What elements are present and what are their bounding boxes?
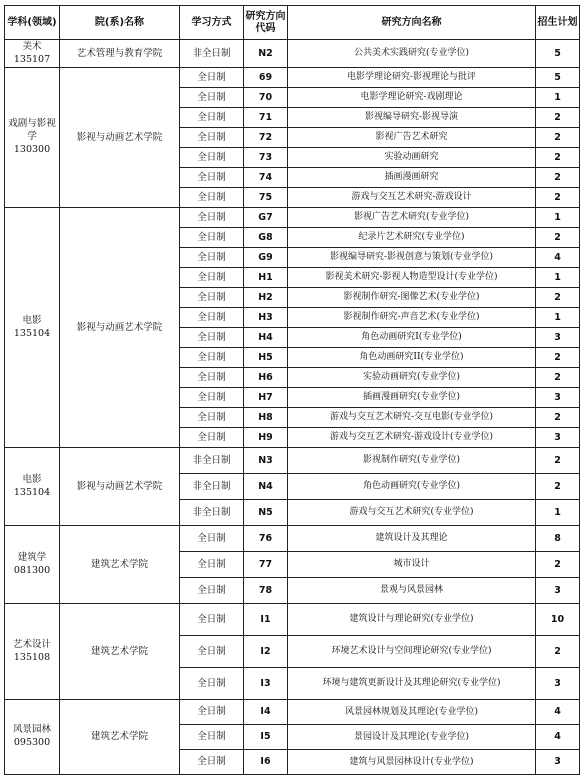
header-subject: 学科(领域): [5, 6, 60, 40]
direction-cell: 角色动画研究I(专业学位): [288, 328, 536, 348]
college-cell: 影视与动画艺术学院: [60, 208, 180, 448]
plan-cell: 5: [536, 40, 580, 68]
mode-cell: 全日制: [180, 328, 244, 348]
direction-cell: 影视广告艺术研究: [288, 128, 536, 148]
code-cell: H8: [244, 408, 288, 428]
subject-code: 095300: [13, 737, 51, 748]
subject-cell: [5, 604, 60, 700]
subject-name: 戏剧与影视学: [8, 118, 56, 143]
mode-cell: 全日制: [180, 408, 244, 428]
mode-cell: 全日制: [180, 725, 244, 750]
direction-cell: 影视广告艺术研究(专业学位): [288, 208, 536, 228]
plan-cell: 1: [536, 308, 580, 328]
direction-cell: 影视制作研究-图像艺术(专业学位): [288, 288, 536, 308]
code-cell: 73: [244, 148, 288, 168]
direction-cell: 插画漫画研究: [288, 168, 536, 188]
plan-cell: 1: [536, 208, 580, 228]
plan-cell: 2: [536, 128, 580, 148]
plan-cell: 3: [536, 750, 580, 775]
mode-cell: 全日制: [180, 128, 244, 148]
plan-cell: 4: [536, 725, 580, 750]
subject-code: 135104: [13, 486, 51, 498]
header-mode: 学习方式: [180, 6, 244, 40]
header-direction: 研究方向名称: [288, 6, 536, 40]
table-row: [5, 604, 580, 636]
admissions-table-container: [4, 5, 580, 775]
mode-cell: 全日制: [180, 578, 244, 604]
plan-cell: 3: [536, 328, 580, 348]
subject-code: 135107: [13, 53, 51, 65]
subject-cell: [5, 448, 60, 526]
mode-cell: 全日制: [180, 308, 244, 328]
plan-cell: 2: [536, 288, 580, 308]
subject-code: 135108: [13, 651, 51, 663]
direction-cell: 电影学理论研究-影视理论与批评: [288, 68, 536, 88]
mode-cell: 全日制: [180, 108, 244, 128]
mode-cell: 全日制: [180, 68, 244, 88]
subject-code: 135104: [13, 327, 51, 339]
code-cell: I2: [244, 636, 288, 668]
code-cell: N2: [244, 40, 288, 68]
mode-cell: 全日制: [180, 268, 244, 288]
subject-cell: [5, 526, 60, 604]
plan-cell: 1: [536, 268, 580, 288]
mode-cell: 非全日制: [180, 500, 244, 526]
subject-cell: [5, 68, 60, 208]
mode-cell: 全日制: [180, 348, 244, 368]
table-body: [5, 40, 580, 775]
plan-cell: 2: [536, 368, 580, 388]
mode-cell: 全日制: [180, 668, 244, 700]
table-row: [5, 68, 580, 88]
subject-name: 电影: [22, 314, 42, 326]
code-cell: H5: [244, 348, 288, 368]
code-cell: H3: [244, 308, 288, 328]
code-cell: 77: [244, 552, 288, 578]
direction-cell: 角色动画研究(专业学位): [288, 474, 536, 500]
subject-name: 艺术设计: [12, 638, 51, 650]
plan-cell: 2: [536, 228, 580, 248]
direction-cell: 游戏与交互艺术研究(专业学位): [288, 500, 536, 526]
direction-cell: 建筑设计及其理论: [288, 526, 536, 552]
direction-cell: 影视美术研究-影视人物造型设计(专业学位): [288, 268, 536, 288]
plan-cell: 4: [536, 700, 580, 725]
mode-cell: 全日制: [180, 604, 244, 636]
plan-cell: 4: [536, 248, 580, 268]
direction-cell: 景观与风景园林: [288, 578, 536, 604]
direction-cell: 影视编导研究-影视创意与策划(专业学位): [288, 248, 536, 268]
mode-cell: 全日制: [180, 700, 244, 725]
table-row: [5, 526, 580, 552]
subject-name: 电影: [22, 473, 42, 485]
plan-cell: 8: [536, 526, 580, 552]
mode-cell: 全日制: [180, 750, 244, 775]
plan-cell: 2: [536, 408, 580, 428]
plan-cell: 2: [536, 448, 580, 474]
plan-cell: 10: [536, 604, 580, 636]
code-cell: H4: [244, 328, 288, 348]
code-cell: H6: [244, 368, 288, 388]
code-cell: I5: [244, 725, 288, 750]
mode-cell: 全日制: [180, 636, 244, 668]
direction-cell: 公共美术实践研究(专业学位): [288, 40, 536, 68]
code-cell: N3: [244, 448, 288, 474]
subject-name: 建筑学: [17, 551, 47, 563]
direction-cell: 城市设计: [288, 552, 536, 578]
plan-cell: 3: [536, 668, 580, 700]
plan-cell: 2: [536, 348, 580, 368]
mode-cell: 全日制: [180, 368, 244, 388]
code-cell: I1: [244, 604, 288, 636]
header-plan: 招生计划: [536, 6, 580, 40]
direction-cell: 纪录片艺术研究(专业学位): [288, 228, 536, 248]
code-cell: 78: [244, 578, 288, 604]
direction-cell: 游戏与交互艺术研究-游戏设计(专业学位): [288, 428, 536, 448]
mode-cell: 全日制: [180, 526, 244, 552]
mode-cell: 非全日制: [180, 40, 244, 68]
plan-cell: 3: [536, 428, 580, 448]
plan-cell: 3: [536, 388, 580, 408]
direction-cell: 环境与建筑更新设计及其理论研究(专业学位): [288, 668, 536, 700]
code-cell: H1: [244, 268, 288, 288]
direction-cell: 环境艺术设计与空间理论研究(专业学位): [288, 636, 536, 668]
direction-cell: 风景园林规划及其理论(专业学位): [288, 700, 536, 725]
subject-name: 美术: [22, 40, 42, 52]
plan-cell: 1: [536, 88, 580, 108]
direction-cell: 角色动画研究II(专业学位): [288, 348, 536, 368]
college-cell: 建筑艺术学院: [60, 526, 180, 604]
subject-code: 130300: [13, 143, 51, 155]
mode-cell: 全日制: [180, 228, 244, 248]
code-cell: G8: [244, 228, 288, 248]
plan-cell: 2: [536, 474, 580, 500]
college-cell: 建筑艺术学院: [60, 604, 180, 700]
college-cell: 艺术管理与教育学院: [60, 40, 180, 68]
direction-cell: 实验动画研究: [288, 148, 536, 168]
subject-name: 风景园林: [12, 724, 51, 736]
code-cell: H9: [244, 428, 288, 448]
code-cell: I3: [244, 668, 288, 700]
mode-cell: 全日制: [180, 208, 244, 228]
mode-cell: 全日制: [180, 248, 244, 268]
plan-cell: 2: [536, 168, 580, 188]
table-row: [5, 208, 580, 228]
mode-cell: 全日制: [180, 288, 244, 308]
subject-cell: [5, 208, 60, 448]
table-row: [5, 700, 580, 725]
plan-cell: 2: [536, 108, 580, 128]
plan-cell: 2: [536, 148, 580, 168]
plan-cell: 5: [536, 68, 580, 88]
code-cell: N4: [244, 474, 288, 500]
code-cell: H7: [244, 388, 288, 408]
subject-code: 081300: [13, 564, 51, 576]
plan-cell: 3: [536, 578, 580, 604]
college-cell: 影视与动画艺术学院: [60, 448, 180, 526]
admissions-plan-table: [4, 5, 580, 775]
code-cell: I4: [244, 700, 288, 725]
code-cell: G7: [244, 208, 288, 228]
mode-cell: 全日制: [180, 88, 244, 108]
direction-cell: 景园设计及其理论(专业学位): [288, 725, 536, 750]
direction-cell: 影视制作研究(专业学位): [288, 448, 536, 474]
mode-cell: 全日制: [180, 428, 244, 448]
mode-cell: 非全日制: [180, 474, 244, 500]
header-row: [5, 6, 580, 40]
code-cell: 75: [244, 188, 288, 208]
mode-cell: 全日制: [180, 388, 244, 408]
plan-cell: 1: [536, 500, 580, 526]
college-cell: 影视与动画艺术学院: [60, 68, 180, 208]
mode-cell: 全日制: [180, 148, 244, 168]
subject-cell: [5, 40, 60, 68]
code-cell: G9: [244, 248, 288, 268]
code-cell: 72: [244, 128, 288, 148]
mode-cell: 全日制: [180, 552, 244, 578]
code-cell: N5: [244, 500, 288, 526]
mode-cell: 全日制: [180, 188, 244, 208]
code-cell: 76: [244, 526, 288, 552]
subject-cell: [5, 700, 60, 775]
plan-cell: 2: [536, 188, 580, 208]
direction-cell: 建筑与风景园林设计(专业学位): [288, 750, 536, 775]
direction-cell: 游戏与交互艺术研究-游戏设计: [288, 188, 536, 208]
code-cell: 69: [244, 68, 288, 88]
direction-cell: 游戏与交互艺术研究-交互电影(专业学位): [288, 408, 536, 428]
direction-cell: 电影学理论研究-戏剧理论: [288, 88, 536, 108]
code-cell: 71: [244, 108, 288, 128]
plan-cell: 2: [536, 636, 580, 668]
header-code: 研究方向代码: [244, 6, 288, 40]
mode-cell: 非全日制: [180, 448, 244, 474]
table-row: [5, 40, 580, 68]
plan-cell: 2: [536, 552, 580, 578]
direction-cell: 插画漫画研究(专业学位): [288, 388, 536, 408]
mode-cell: 全日制: [180, 168, 244, 188]
code-cell: 70: [244, 88, 288, 108]
code-cell: H2: [244, 288, 288, 308]
direction-cell: 实验动画研究(专业学位): [288, 368, 536, 388]
direction-cell: 建筑设计与理论研究(专业学位): [288, 604, 536, 636]
direction-cell: 影视编导研究-影视导演: [288, 108, 536, 128]
header-college: 院(系)名称: [60, 6, 180, 40]
table-row: [5, 448, 580, 474]
code-cell: I6: [244, 750, 288, 775]
direction-cell: 影视制作研究-声音艺术(专业学位): [288, 308, 536, 328]
code-cell: 74: [244, 168, 288, 188]
college-cell: 建筑艺术学院: [60, 700, 180, 775]
